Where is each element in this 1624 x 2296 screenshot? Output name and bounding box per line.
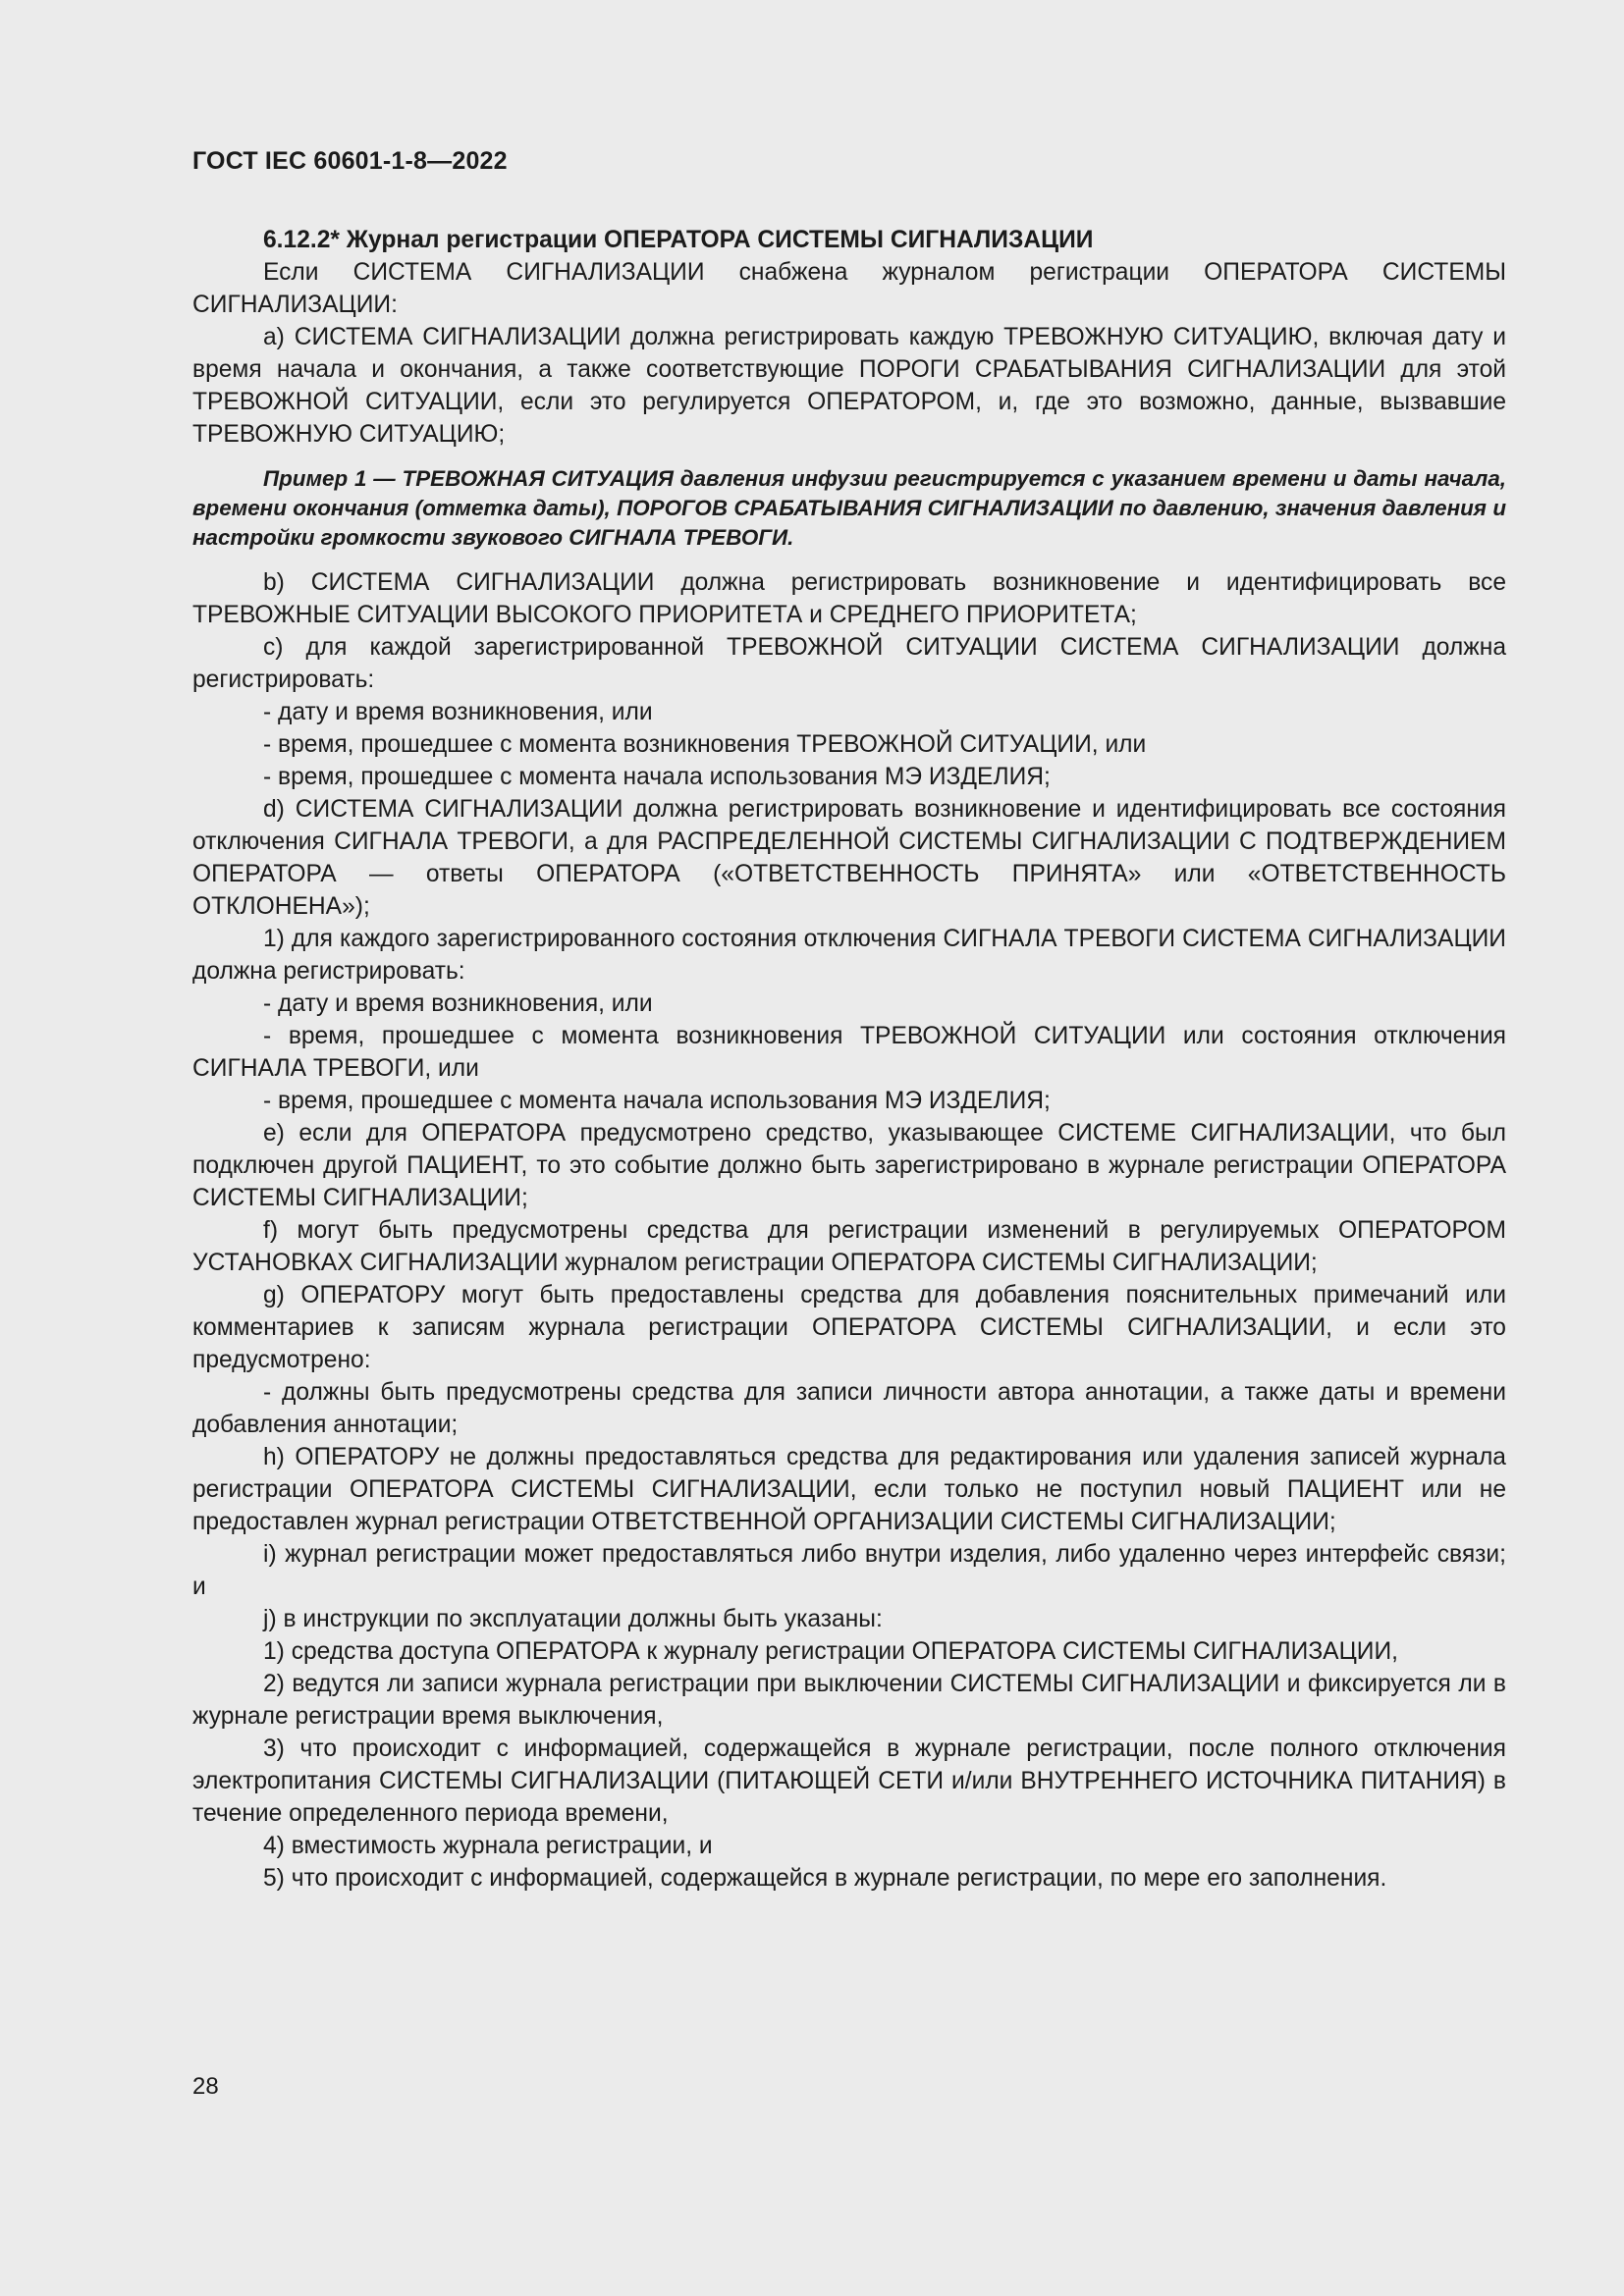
paragraph-item-a: a) СИСТЕМА СИГНАЛИЗАЦИИ должна регистрировать каждую ТРЕВОЖНУЮ СИТУАЦИЮ, включая дату и время начала и окончания, а также соответствующие ПОРОГИ СРАБАТЫВАНИЯ СИГНАЛИЗАЦИИ для этой ТРЕВОЖНОЙ СИТУАЦИИ, если это регулируется ОПЕРАТОРОМ, и, где это возможно, данные, вызвавшие ТРЕВОЖНУЮ СИТУАЦИЮ; bbox=[192, 324, 1506, 448]
list-item: - время, прошедшее с момента начала использования МЭ ИЗДЕЛИЯ; bbox=[263, 764, 1051, 790]
list-item: - время, прошедшее с момента возникновения ТРЕВОЖНОЙ СИТУАЦИИ или состояния отключения СИГНАЛА ТРЕВОГИ, или bbox=[192, 1023, 1506, 1082]
paragraph-item-e: e) если для ОПЕРАТОРА предусмотрено средство, указывающее СИСТЕМЕ СИГНАЛИЗАЦИИ, что был подключен другой ПАЦИЕНТ, то это событие должно быть зарегистрировано в журнале регистрации ОПЕРАТОРА СИСТЕМЫ СИГНАЛИЗАЦИИ; bbox=[192, 1120, 1506, 1211]
paragraph-item-j1: 1) средства доступа ОПЕРАТОРА к журналу регистрации ОПЕРАТОРА СИСТЕМЫ СИГНАЛИЗАЦИИ, bbox=[263, 1638, 1398, 1665]
paragraph-item-g: g) ОПЕРАТОРУ могут быть предоставлены средства для добавления пояснительных примечаний или комментариев к записям журнала регистрации ОПЕРАТОРА СИСТЕМЫ СИГНАЛИЗАЦИИ, и если это предусмотрено: bbox=[192, 1282, 1506, 1373]
paragraph-item-c: c) для каждой зарегистрированной ТРЕВОЖНОЙ СИТУАЦИИ СИСТЕМА СИГНАЛИЗАЦИИ должна регистрировать: bbox=[192, 634, 1506, 693]
page-number: 28 bbox=[192, 2073, 219, 2100]
list-item: - должны быть предусмотрены средства для записи личности автора аннотации, а также даты и времени добавления аннотации; bbox=[192, 1379, 1506, 1438]
paragraph-item-j2: 2) ведутся ли записи журнала регистрации при выключении СИСТЕМЫ СИГНАЛИЗАЦИИ и фиксируется ли в журнале регистрации время выключения, bbox=[192, 1671, 1506, 1730]
paragraph-item-b: b) СИСТЕМА СИГНАЛИЗАЦИИ должна регистрировать возникновение и идентифицировать все ТРЕВОЖНЫЕ СИТУАЦИИ ВЫСОКОГО ПРИОРИТЕТА и СРЕДНЕГО ПРИОРИТЕТА; bbox=[192, 569, 1506, 628]
paragraph-item-j: j) в инструкции по эксплуатации должны быть указаны: bbox=[263, 1606, 883, 1632]
document-body bbox=[192, 224, 1506, 1895]
list-item: - время, прошедшее с момента начала использования МЭ ИЗДЕЛИЯ; bbox=[263, 1088, 1051, 1114]
paragraph-item-d: d) СИСТЕМА СИГНАЛИЗАЦИИ должна регистрировать возникновение и идентифицировать все состояния отключения СИГНАЛА ТРЕВОГИ, а для РАСПРЕДЕЛЕННОЙ СИСТЕМЫ СИГНАЛИЗАЦИИ С ПОДТВЕРЖДЕНИЕМ ОПЕРАТОРА — ответы ОПЕРАТОРА («ОТВЕТСТВЕННОСТЬ ПРИНЯТА» или «ОТВЕТСТВЕННОСТЬ ОТКЛОНЕНА»); bbox=[192, 796, 1506, 920]
list-item: - время, прошедшее с момента возникновения ТРЕВОЖНОЙ СИТУАЦИИ, или bbox=[263, 731, 1147, 758]
list-item: - дату и время возникновения, или bbox=[263, 699, 653, 725]
paragraph-intro: Если СИСТЕМА СИГНАЛИЗАЦИИ снабжена журналом регистрации ОПЕРАТОРА СИСТЕМЫ СИГНАЛИЗАЦИИ: bbox=[192, 259, 1506, 318]
paragraph-item-j5: 5) что происходит с информацией, содержащейся в журнале регистрации, по мере его заполнения. bbox=[263, 1865, 1387, 1892]
paragraph-item-d1: 1) для каждого зарегистрированного состояния отключения СИГНАЛА ТРЕВОГИ СИСТЕМА СИГНАЛИЗАЦИИ должна регистрировать: bbox=[192, 926, 1506, 985]
document-id-header: ГОСТ IEC 60601-1-8—2022 bbox=[192, 147, 508, 175]
paragraph-item-j4: 4) вместимость журнала регистрации, и bbox=[263, 1833, 713, 1859]
paragraph-item-f: f) могут быть предусмотрены средства для регистрации изменений в регулируемых ОПЕРАТОРОМ УСТАНОВКАХ СИГНАЛИЗАЦИИ журналом регистрации ОПЕРАТОРА СИСТЕМЫ СИГНАЛИЗАЦИИ; bbox=[192, 1217, 1506, 1276]
list-item: - дату и время возникновения, или bbox=[263, 990, 653, 1017]
section-heading: 6.12.2* Журнал регистрации ОПЕРАТОРА СИСТЕМЫ СИГНАЛИЗАЦИИ bbox=[263, 227, 1094, 253]
paragraph-item-i: i) журнал регистрации может предоставляться либо внутри изделия, либо удаленно через интерфейс связи; и bbox=[192, 1541, 1506, 1600]
example-note: Пример 1 — ТРЕВОЖНАЯ СИТУАЦИЯ давления инфузии регистрируется с указанием времени и даты начала, времени окончания (отметка даты), ПОРОГОВ СРАБАТЫВАНИЯ СИГНАЛИЗАЦИИ по давлению, значения давления и настройки громкости звукового СИГНАЛА ТРЕВОГИ. bbox=[192, 466, 1506, 550]
paragraph-item-h: h) ОПЕРАТОРУ не должны предоставляться средства для редактирования или удаления записей журнала регистрации ОПЕРАТОРА СИСТЕМЫ СИГНАЛИЗАЦИИ, если только не поступил новый ПАЦИЕНТ или не предоставлен журнал регистрации ОТВЕТСТВЕННОЙ ОРГАНИЗАЦИИ СИСТЕМЫ СИГНАЛИЗАЦИИ; bbox=[192, 1444, 1506, 1535]
paragraph-item-j3: 3) что происходит с информацией, содержащейся в журнале регистрации, после полного отключения электропитания СИСТЕМЫ СИГНАЛИЗАЦИИ (ПИТАЮЩЕЙ СЕТИ и/или ВНУТРЕННЕГО ИСТОЧНИКА ПИТАНИЯ) в течение определенного периода времени, bbox=[192, 1735, 1506, 1827]
